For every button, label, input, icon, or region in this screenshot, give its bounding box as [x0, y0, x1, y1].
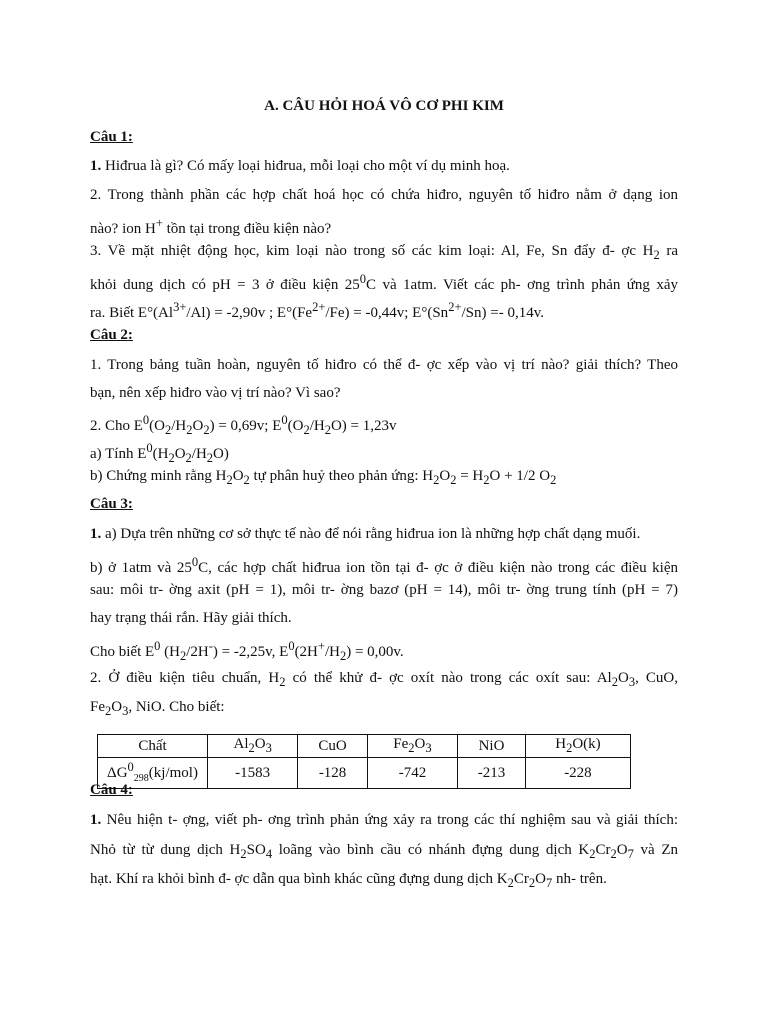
- text-run: ) = 0,69v; E: [209, 418, 282, 434]
- q1-part3-line1: [90, 241, 678, 265]
- text-run: , CuO,: [635, 670, 679, 686]
- q4-part1-number: 1.: [90, 812, 102, 828]
- q1-part3-line2: [90, 269, 678, 295]
- q4-line2: [90, 840, 678, 864]
- text-run: O): [213, 446, 229, 462]
- text-run: O: [617, 670, 629, 686]
- question-2-heading: Câu 2:: [90, 327, 133, 343]
- text-run: /Sn) =- 0,14v.: [461, 305, 544, 321]
- header-cell-al2o3: [208, 735, 298, 758]
- q3-part1b-line2: sau: môi tr- ờng axit (pH = 1), môi tr- ờng bazơ (pH = 14), môi tr- ờng trung tính (pH = 7): [90, 582, 678, 598]
- text-run: 2. Cho E: [90, 418, 143, 434]
- subscript: 2: [240, 847, 247, 861]
- question-1-heading: Câu 1:: [90, 129, 133, 145]
- text-run: nào? ion H: [90, 221, 156, 237]
- subscript: 3: [122, 704, 129, 718]
- subscript: 2: [610, 847, 617, 861]
- subscript: 2: [433, 473, 440, 487]
- subscript: 2: [165, 423, 172, 437]
- text-run: và Zn: [633, 842, 678, 858]
- text-run: Nhỏ từ từ dung dịch H: [90, 842, 241, 858]
- subscript: 298: [133, 773, 149, 784]
- text-run: a) Tính E: [90, 446, 147, 462]
- text-run: O(k): [572, 736, 601, 752]
- text-run: O: [232, 468, 244, 484]
- text-run: O: [439, 468, 451, 484]
- text-run: O: [111, 699, 123, 715]
- subscript: 2: [589, 847, 596, 861]
- subscript: 2: [566, 741, 573, 755]
- q1-part3-line3: [90, 297, 544, 323]
- table-cell: -228: [525, 758, 630, 789]
- question-3-heading: Câu 3:: [90, 496, 133, 512]
- superscript: 0: [359, 272, 367, 286]
- text-run: /H: [324, 644, 340, 660]
- subscript: 7: [546, 876, 553, 890]
- page-title: A. CÂU HỎI HOÁ VÔ CƠ PHI KIM: [264, 98, 504, 114]
- subscript: 2: [243, 473, 250, 487]
- text-run: có thể khử đ- ợc oxít nào trong các oxít sau: Al: [285, 670, 612, 686]
- q2-part1-line2: bạn, nên xếp hiđro vào vị trí nào? Vì sao?: [90, 385, 341, 401]
- superscript: 2+: [448, 300, 462, 314]
- q1-part2-line2: [90, 213, 331, 239]
- superscript: 0: [288, 639, 295, 653]
- subscript: 2: [483, 473, 490, 487]
- subscript: 3: [628, 675, 636, 689]
- subscript: 2: [279, 675, 286, 689]
- text-run: /2H: [186, 644, 209, 660]
- text-run: ) = -2,25v, E: [212, 644, 289, 660]
- header-cell-fe2o3: [367, 735, 457, 758]
- text-run: Fe: [90, 699, 105, 715]
- subscript: 2: [203, 423, 210, 437]
- text-run: ) = 0,00v.: [346, 644, 404, 660]
- subscript: 3: [425, 741, 432, 755]
- subscript: 2: [180, 649, 187, 663]
- text-run: O: [414, 736, 426, 752]
- q2-part-b: [90, 466, 556, 490]
- text-run: ra: [659, 243, 678, 259]
- table-cell: -742: [367, 758, 457, 789]
- table-header-row: [98, 735, 631, 758]
- superscript: 0: [154, 639, 161, 653]
- text-run: O: [254, 736, 266, 752]
- text-run: O) = 1,23v: [330, 418, 397, 434]
- q1-part1-text: Hiđrua là gì? Có mấy loại hiđrua, mỗi loại cho một ví dụ minh hoạ.: [101, 158, 510, 174]
- q4-line3: [90, 869, 607, 893]
- subscript: 2: [528, 876, 536, 890]
- text-run: (O: [287, 418, 304, 434]
- text-run: Fe: [393, 736, 409, 752]
- text-run: /H: [171, 418, 187, 434]
- text-run: tồn tại trong điều kiện nào?: [162, 221, 332, 237]
- table-cell: -128: [298, 758, 367, 789]
- text-run: 2. Ở điều kiện tiêu chuẩn, H: [90, 670, 280, 686]
- text-run: 3. Về mặt nhiệt động học, kim loại nào trong số các kim loại: Al, Fe, Sn đẩy đ- ợc H: [90, 243, 654, 259]
- header-cell-nio: NiO: [458, 735, 526, 758]
- text-run: C và 1atm. Viết các ph- ơng trình phản ứng xảy: [366, 277, 679, 293]
- text-run: /Al) = -2,90v ; E°(Fe: [186, 305, 313, 321]
- q3-part2-line1: [90, 668, 678, 692]
- q3-part1-number: 1.: [90, 526, 102, 542]
- subscript: 2: [186, 423, 193, 437]
- gibbs-energy-table: [97, 734, 631, 789]
- text-run: b) ở 1atm và 25: [90, 560, 192, 576]
- text-run: SO: [246, 842, 266, 858]
- subscript: 2: [168, 451, 175, 465]
- superscript: +: [317, 639, 325, 653]
- text-run: (O: [149, 418, 165, 434]
- q1-part1-number: 1.: [90, 158, 102, 174]
- q2-part1-line1: 1. Trong bảng tuần hoàn, nguyên tố hiđro có thể đ- ợc xếp vào vị trí nào? giải thích? Theo: [90, 357, 678, 373]
- q3-part2-line2: [90, 697, 225, 721]
- text-run: (kj/mol): [148, 765, 198, 781]
- text-run: O: [616, 842, 628, 858]
- q3-part1b-line3: hay trạng thái rắn. Hãy giải thích.: [90, 610, 292, 626]
- text-run: ΔG: [107, 765, 128, 781]
- text-run: /H: [191, 446, 207, 462]
- subscript: 2: [206, 451, 214, 465]
- text-run: nh- trên.: [552, 871, 607, 887]
- table-cell: -213: [458, 758, 526, 789]
- header-cell-h2o: [525, 735, 630, 758]
- superscript: 0: [146, 441, 153, 455]
- superscript: +: [155, 216, 163, 230]
- superscript: 0: [127, 760, 134, 774]
- q3-part1a-text: a) Dựa trên những cơ sở thực tế nào để nói rằng hiđrua ion là những hợp chất dạng muối.: [101, 526, 641, 542]
- text-run: loãng vào bình cầu có nhánh đựng dung dịch K: [272, 842, 590, 858]
- text-run: /Fe) = -0,44v; E°(Sn: [325, 305, 449, 321]
- question-4-heading: Câu 4:: [90, 782, 133, 798]
- q4-part1: [90, 810, 678, 830]
- header-cell-substance: Chất: [98, 735, 208, 758]
- subscript: 7: [627, 847, 634, 861]
- q3-given-values: [90, 636, 404, 666]
- superscript: 0: [191, 555, 199, 569]
- q2-part2: [90, 410, 397, 440]
- text-run: Cr: [513, 871, 529, 887]
- text-run: /H: [309, 418, 325, 434]
- subscript: 2: [611, 675, 618, 689]
- superscript: -: [208, 639, 213, 653]
- subscript: 2: [450, 473, 457, 487]
- subscript: 2: [653, 248, 660, 262]
- header-cell-cuo: CuO: [298, 735, 367, 758]
- subscript: 2: [324, 423, 331, 437]
- q3-part1a: [90, 524, 640, 544]
- subscript: 2: [105, 704, 112, 718]
- table-row: [98, 758, 631, 789]
- q1-part1: [90, 156, 510, 176]
- text-run: C, các hợp chất hiđrua ion tồn tại đ- ợc ở điều kiện nào trong các điều kiện: [198, 560, 679, 576]
- q2-part-a: [90, 438, 229, 468]
- text-run: ra. Biết E°(Al: [90, 305, 174, 321]
- subscript: 2: [185, 451, 192, 465]
- text-run: , NiO. Cho biết:: [128, 699, 225, 715]
- text-run: Cr: [595, 842, 611, 858]
- subscript: 2: [408, 741, 415, 755]
- subscript: 3: [265, 741, 272, 755]
- text-run: tự phân huỷ theo phản ứng: H: [249, 468, 434, 484]
- text-run: khỏi dung dịch có pH = 3 ở điều kiện 25: [90, 277, 360, 293]
- text-run: (2H: [294, 644, 318, 660]
- superscript: 2+: [312, 300, 326, 314]
- subscript: 4: [265, 847, 273, 861]
- subscript: 2: [507, 876, 514, 890]
- superscript: 3+: [173, 300, 187, 314]
- table-cell: -1583: [208, 758, 298, 789]
- superscript: 0: [281, 413, 288, 427]
- text-run: b) Chứng minh rằng H: [90, 468, 227, 484]
- text-run: O + 1/2 O: [489, 468, 551, 484]
- text-run: O: [192, 418, 204, 434]
- text-run: O: [535, 871, 546, 887]
- text-run: Al: [233, 736, 249, 752]
- text-run: H: [555, 736, 567, 752]
- text-run: hạt. Khí ra khỏi bình đ- ợc dẫn qua bình khác cũng đựng dung dịch K: [90, 871, 508, 887]
- subscript: 2: [303, 423, 310, 437]
- text-run: Cho biết E: [90, 644, 155, 660]
- q1-part2-line1: 2. Trong thành phần các hợp chất hoá học có chứa hiđro, nguyên tố hiđro nằm ở dạng ion: [90, 187, 678, 203]
- text-run: O: [174, 446, 186, 462]
- subscript: 2: [248, 741, 255, 755]
- text-run: (H: [160, 644, 180, 660]
- superscript: 0: [142, 413, 150, 427]
- subscript: 2: [226, 473, 233, 487]
- text-run: (H: [152, 446, 169, 462]
- text-run: = H: [456, 468, 484, 484]
- subscript: 2: [339, 649, 347, 663]
- subscript: 2: [550, 473, 557, 487]
- q4-part1-text: Nêu hiện t- ợng, viết ph- ơng trình phản ứng xảy ra trong các thí nghiệm sau và giải thích:: [101, 812, 678, 828]
- q3-part1b-line1: [90, 552, 678, 578]
